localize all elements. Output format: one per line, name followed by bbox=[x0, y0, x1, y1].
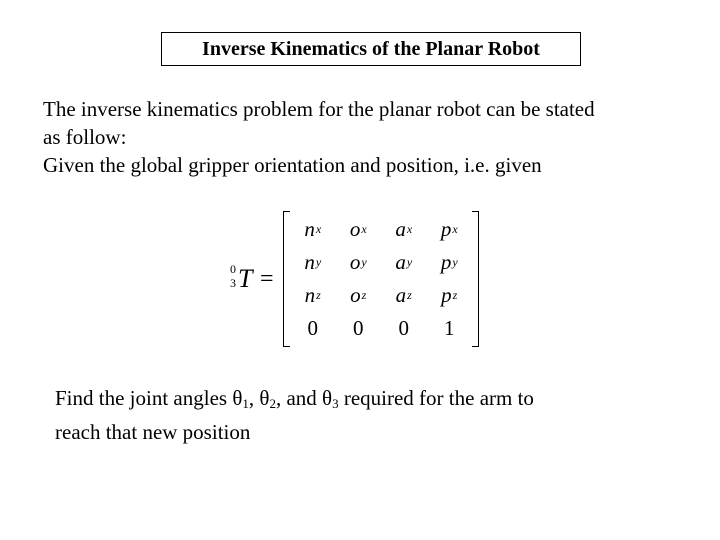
find-separator-2: , and bbox=[275, 386, 323, 410]
matrix-cell-base: a bbox=[395, 250, 406, 274]
theta-1-symbol: θ bbox=[232, 386, 243, 410]
matrix-cell bbox=[290, 213, 336, 246]
transform-equation bbox=[228, 208, 488, 350]
matrix-cell bbox=[427, 312, 473, 345]
matrix-cell bbox=[336, 213, 382, 246]
matrix-cell-subscript: x bbox=[361, 222, 367, 236]
matrix-cell-subscript: y bbox=[315, 255, 322, 269]
matrix-cell-base: n bbox=[304, 283, 316, 307]
intro-line-3: Given the global gripper orientation and position, i.e. given bbox=[43, 153, 542, 177]
matrix-right-bracket bbox=[472, 211, 479, 347]
matrix-cell-subscript: y bbox=[452, 255, 458, 269]
matrix-cell-base: a bbox=[395, 217, 406, 241]
lhs-subscript: 3 bbox=[230, 276, 236, 290]
matrix-cell-subscript: x bbox=[406, 222, 413, 236]
matrix-cell-base: a bbox=[395, 283, 407, 307]
slide-title bbox=[161, 32, 581, 66]
find-line-2: reach that new position bbox=[55, 420, 251, 444]
matrix-cell-base: 0 bbox=[398, 316, 409, 340]
matrix-cell-subscript: x bbox=[315, 222, 322, 236]
transform-matrix bbox=[290, 213, 472, 345]
theta-3-symbol: θ bbox=[322, 386, 333, 410]
intro-line-2: as follow: bbox=[43, 125, 127, 149]
theta-3-subscript: 3 bbox=[332, 396, 339, 411]
find-paragraph bbox=[55, 384, 655, 447]
matrix-cell bbox=[290, 246, 336, 279]
matrix-cell-base: o bbox=[349, 217, 361, 241]
slide-title-text: Inverse Kinematics of the Planar Robot bbox=[202, 37, 540, 60]
matrix-cell bbox=[336, 279, 382, 312]
find-suffix: required for the arm to bbox=[338, 386, 534, 410]
matrix-cell-base: n bbox=[304, 250, 315, 274]
find-separator-1: , bbox=[248, 386, 260, 410]
theta-2-subscript: 2 bbox=[269, 396, 276, 411]
intro-line-1: The inverse kinematics problem for the planar robot can be stated bbox=[43, 97, 595, 121]
matrix-cell bbox=[427, 279, 473, 312]
matrix-cell-base: 0 bbox=[307, 316, 318, 340]
matrix-cell-base: 0 bbox=[353, 316, 364, 340]
matrix-cell-subscript: z bbox=[452, 288, 458, 302]
matrix-cell bbox=[427, 213, 473, 246]
matrix-cell-subscript: z bbox=[407, 288, 412, 302]
matrix-cell-base: p bbox=[441, 283, 452, 307]
matrix-cell bbox=[427, 246, 473, 279]
matrix-cell bbox=[381, 213, 427, 246]
matrix-cell-subscript: y bbox=[406, 255, 413, 269]
matrix-cell-base: n bbox=[304, 217, 315, 241]
matrix-cell bbox=[336, 312, 382, 345]
matrix-cell-base: 1 bbox=[444, 316, 455, 340]
matrix-cell-subscript: x bbox=[452, 222, 458, 236]
matrix-cell bbox=[381, 246, 427, 279]
matrix-cell bbox=[381, 312, 427, 345]
matrix-cell bbox=[290, 279, 336, 312]
matrix-cell-subscript: z bbox=[361, 288, 367, 302]
intro-paragraph bbox=[43, 95, 703, 179]
equals-sign: = bbox=[260, 266, 274, 292]
matrix-cell bbox=[290, 312, 336, 345]
matrix-cell-base: o bbox=[350, 283, 361, 307]
matrix-cell-base: o bbox=[349, 250, 361, 274]
matrix-left-bracket bbox=[283, 211, 290, 347]
find-line-1 bbox=[55, 384, 655, 418]
matrix-cell-subscript: y bbox=[361, 255, 367, 269]
theta-1-subscript: 1 bbox=[242, 396, 249, 411]
theta-2-symbol: θ bbox=[259, 386, 270, 410]
find-prefix: Find the joint angles bbox=[55, 386, 233, 410]
lhs-symbol: T bbox=[238, 264, 253, 293]
matrix-cell-base: p bbox=[440, 217, 452, 241]
matrix-cell-subscript: z bbox=[316, 288, 321, 302]
matrix-cell bbox=[336, 246, 382, 279]
matrix-cell-base: p bbox=[440, 250, 452, 274]
lhs-superscript: 0 bbox=[230, 262, 236, 276]
matrix-cell bbox=[381, 279, 427, 312]
